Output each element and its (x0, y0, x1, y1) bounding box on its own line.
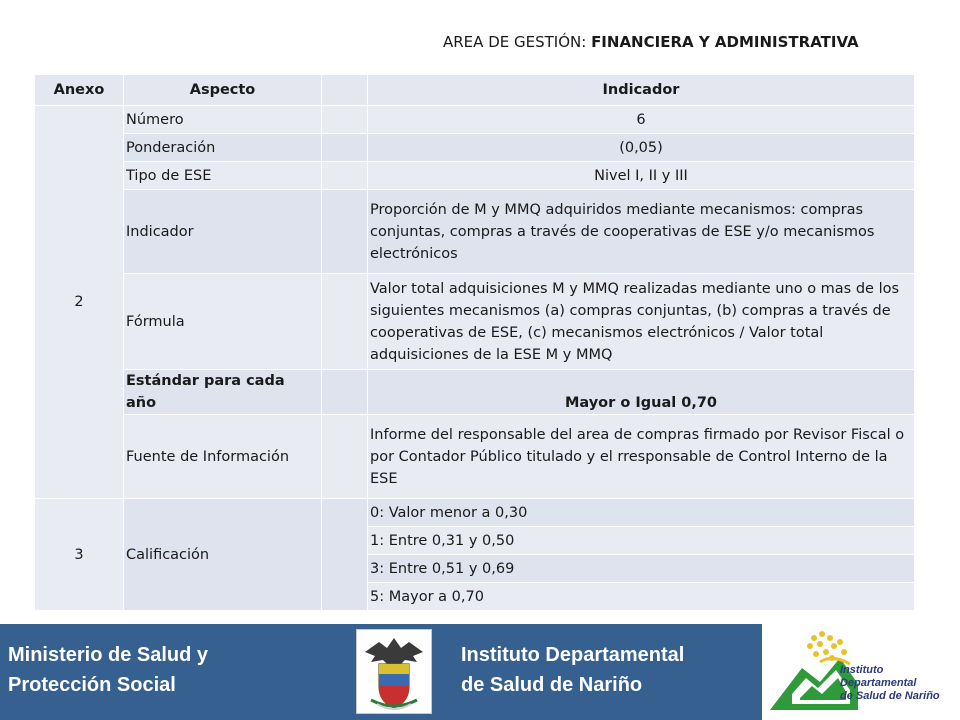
score-cell: 0: Valor menor a 0,30 (368, 499, 915, 527)
blank-cell (322, 274, 368, 370)
value-cell: Proporción de M y MMQ adquiridos mediante mecanismos: compras conjuntas, compras a través de cooperativas de ESE y/o mecanismos electrónicos (368, 190, 915, 274)
aspect-cell: Ponderación (124, 134, 322, 162)
table-row (35, 370, 915, 415)
instituto-line2: de Salud de Nariño (461, 674, 643, 696)
coat-of-arms-logo (356, 629, 432, 714)
anexo-2-cell: 2 (35, 106, 124, 499)
aspect-cell: Fuente de Información (124, 415, 322, 499)
calificacion-cell: Calificación (124, 499, 322, 611)
instituto-logo-text (840, 664, 940, 703)
logo-line3: de Salud de Nariño (840, 690, 940, 702)
blank-cell (322, 415, 368, 499)
area-title (443, 33, 859, 51)
ministerio-label (8, 640, 308, 700)
ministerio-line1: Ministerio de Salud y (8, 644, 209, 666)
table-row (35, 162, 915, 190)
value-cell: Nivel I, II y III (368, 162, 915, 190)
table-row (35, 134, 915, 162)
blank-cell (322, 370, 368, 415)
table-row (35, 190, 915, 274)
table-row (35, 274, 915, 370)
aspect-cell: Tipo de ESE (124, 162, 322, 190)
score-cell: 1: Entre 0,31 y 0,50 (368, 527, 915, 555)
value-cell: (0,05) (368, 134, 915, 162)
aspect-cell: Estándar para cada año (124, 370, 322, 415)
header-aspecto: Aspecto (124, 75, 322, 106)
value-cell: 6 (368, 106, 915, 134)
instituto-label (461, 640, 761, 700)
coat-of-arms-icon (357, 630, 431, 713)
aspect-cell: Número (124, 106, 322, 134)
value-cell: Mayor o Igual 0,70 (368, 370, 915, 415)
blank-cell (322, 190, 368, 274)
indicator-table (34, 74, 915, 611)
area-label: AREA DE GESTIÓN: (443, 33, 587, 51)
instituto-line1: Instituto Departamental (461, 644, 685, 666)
header-blank (322, 75, 368, 106)
blank-cell (322, 499, 368, 611)
blank-cell (322, 162, 368, 190)
blank-cell (322, 106, 368, 134)
footer-bar (0, 624, 960, 720)
blank-cell (322, 134, 368, 162)
value-cell: Valor total adquisiciones M y MMQ realizadas mediante uno o mas de los siguientes mecanismos (a) compras conjuntas, (b) compras a través de cooperativas de ESE, (c) mecanismos electrónicos / Valor total adquisiciones de la ESE M y MMQ (368, 274, 915, 370)
table-header-row (35, 75, 915, 106)
header-anexo: Anexo (35, 75, 124, 106)
score-cell: 5: Mayor a 0,70 (368, 583, 915, 611)
logo-line1: Instituto (840, 664, 884, 676)
instituto-logo (762, 624, 960, 720)
ministerio-line2: Protección Social (8, 674, 176, 696)
anexo-3-cell: 3 (35, 499, 124, 611)
table-row (35, 415, 915, 499)
aspect-cell: Indicador (124, 190, 322, 274)
area-value: FINANCIERA Y ADMINISTRATIVA (591, 33, 859, 51)
table-row (35, 499, 915, 527)
header-indicador: Indicador (368, 75, 915, 106)
score-cell: 3: Entre 0,51 y 0,69 (368, 555, 915, 583)
logo-line2: Departamental (840, 677, 917, 689)
table-row (35, 106, 915, 134)
value-cell: Informe del responsable del area de compras firmado por Revisor Fiscal o por Contador Público titulado y el rresponsable de Control Interno de la ESE (368, 415, 915, 499)
aspect-cell: Fórmula (124, 274, 322, 370)
